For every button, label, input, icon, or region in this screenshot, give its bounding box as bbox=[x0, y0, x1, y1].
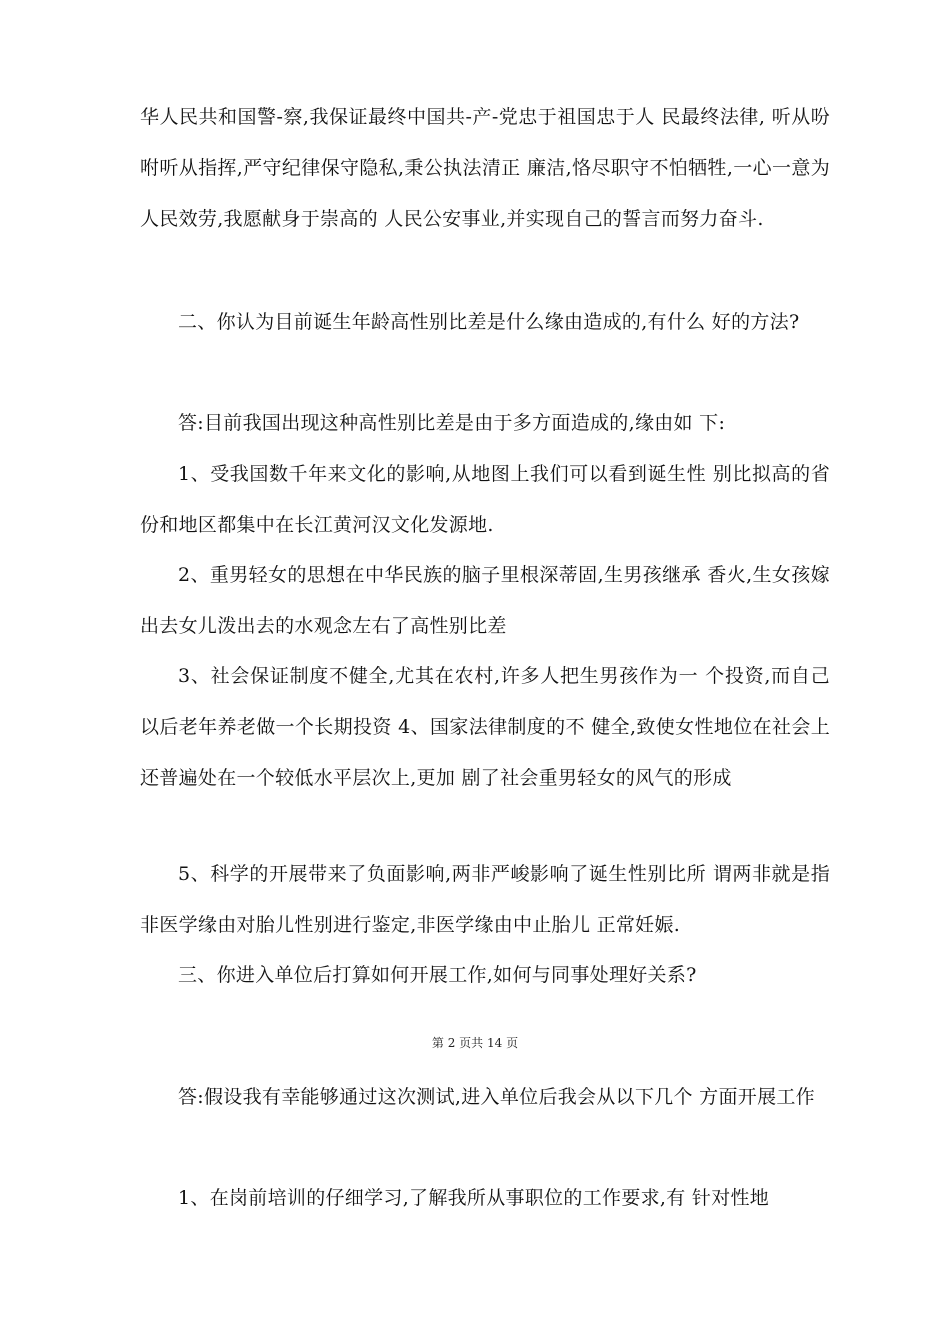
paragraph-reason-two: 2、重男轻女的思想在中华民族的脑子里根深蒂固,生男孩继承 香火,生女孩嫁出去女儿泼出去的水观念左右了高性别比差 bbox=[140, 564, 830, 637]
paragraph-answer-three: 答:假设我有幸能够通过这次测试,进入单位后我会从以下几个 方面开展工作 bbox=[178, 1086, 815, 1108]
paragraph-question-two: 二、你认为目前诞生年龄高性别比差是什么缘由造成的,有什么 好的方法? bbox=[178, 311, 800, 333]
paragraph-question-three: 三、你进入单位后打算如何开展工作,如何与同事处理好关系? bbox=[178, 964, 697, 986]
paragraph-plan-one: 1、在岗前培训的仔细学习,了解我所从事职位的工作要求,有 针对性地 bbox=[178, 1187, 770, 1209]
paragraph-reason-one: 1、受我国数千年来文化的影响,从地图上我们可以看到诞生性 别比拟高的省份和地区都集中在长江黄河汉文化发源地. bbox=[140, 463, 830, 536]
paragraph-oath: 华人民共和国警-察,我保证最终中国共-产-党忠于祖国忠于人 民最终法律, 听从吩咐听从指挥,严守纪律保守隐私,秉公执法清正 廉洁,恪尽职守不怕牺牲,一心一意为人民效劳,我愿献身于崇高的 人民公安事业,并实现自己的誓言而努力奋斗. bbox=[140, 106, 830, 230]
paragraph-reason-five: 5、科学的开展带来了负面影响,两非严峻影响了诞生性别比所 谓两非就是指非医学缘由对胎儿性别进行鉴定,非医学缘由中止胎儿 正常妊娠. bbox=[140, 863, 830, 936]
paragraph-reason-three-four: 3、社会保证制度不健全,尤其在农村,许多人把生男孩作为一 个投资,而自己以后老年养老做一个长期投资 4、国家法律制度的不 健全,致使女性地位在社会上还普遍处在一个较低水平层次上,更加 剧了社会重男轻女的风气的形成 bbox=[140, 665, 830, 789]
page-number-footer: 第 2 页共 14 页 bbox=[431, 1036, 519, 1050]
paragraph-answer-two: 答:目前我国出现这种高性别比差是由于多方面造成的,缘由如 下: bbox=[178, 412, 726, 434]
